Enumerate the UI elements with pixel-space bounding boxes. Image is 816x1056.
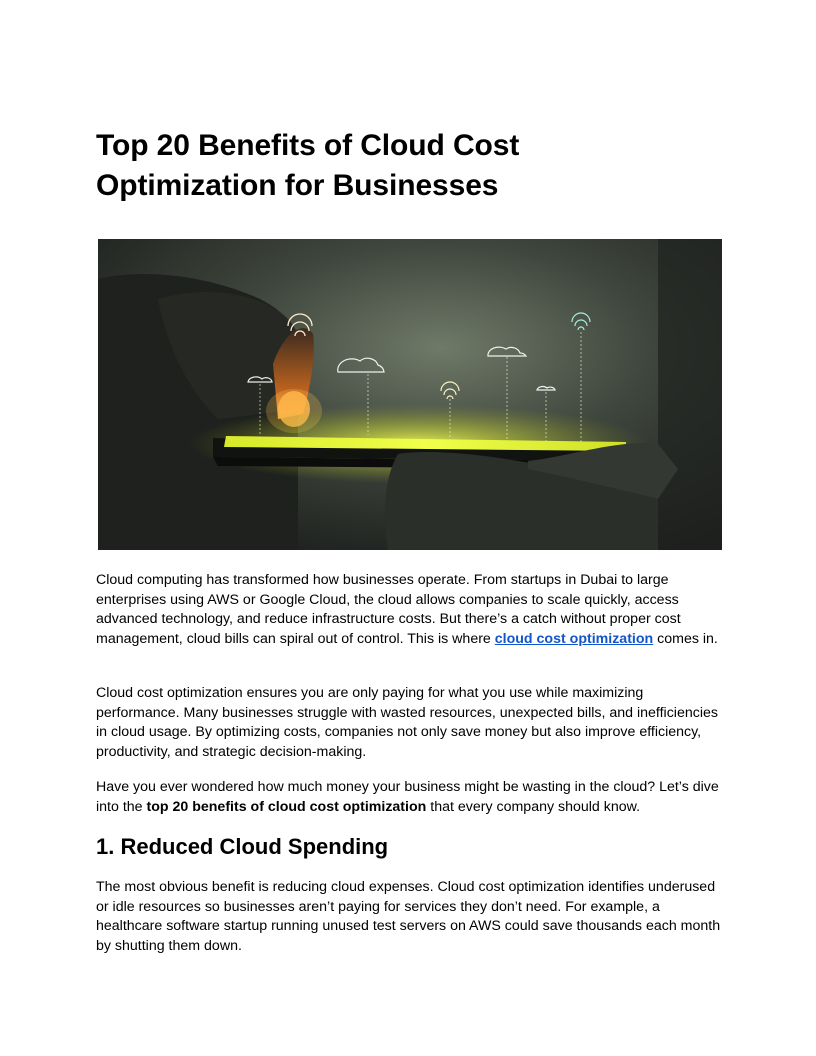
hero-image: [98, 239, 722, 550]
section-1-heading: 1. Reduced Cloud Spending: [96, 834, 389, 859]
hand-smartphone-clouds-illustration: [98, 239, 722, 550]
paragraph-3-bold-text: top 20 benefits of cloud cost optimization: [146, 798, 427, 815]
paragraph-3-text-before-bold: Have you ever wondered how much money your business might be wasting in the cloud? Let’s dive into the: [96, 779, 719, 815]
intro-paragraph: [96, 571, 722, 649]
intro-text-before-link: Cloud computing has transformed how businesses operate. From startups in Dubai to large enterprises using AWS or Google Cloud, the cloud allows companies to scale quickly, access advanced technology, and reduce infrastructure costs. But there’s a catch without proper cost management, cloud bills can spiral out of control. This is where: [96, 572, 681, 647]
page-title-line2: Optimization for Businesses: [96, 169, 499, 202]
page-title: [96, 126, 722, 206]
paragraph-3-text-after-bold: that every company should know.: [426, 798, 641, 815]
section-1-body: The most obvious benefit is reducing cloud expenses. Cloud cost optimization identifies underused or idle resources so businesses aren’t paying for services they don’t need. For example, a healthcare software startup running unused test servers on AWS could save thousands each month by shutting them down.: [96, 879, 721, 954]
cloud-cost-optimization-link[interactable]: cloud cost optimization: [494, 630, 654, 647]
intro-text-after-link: comes in.: [653, 630, 718, 647]
page-title-line1: Top 20 Benefits of Cloud Cost: [96, 129, 520, 162]
paragraph-2: Cloud cost optimization ensures you are only paying for what you use while maximizing performance. Many businesses struggle with wasted resources, unexpected bills, and inefficiencies in cloud usage. By optimizing costs, companies not only save money but also improve efficiency, productivity, and strategic decision-making.: [96, 685, 718, 760]
paragraph-3: [96, 778, 722, 817]
